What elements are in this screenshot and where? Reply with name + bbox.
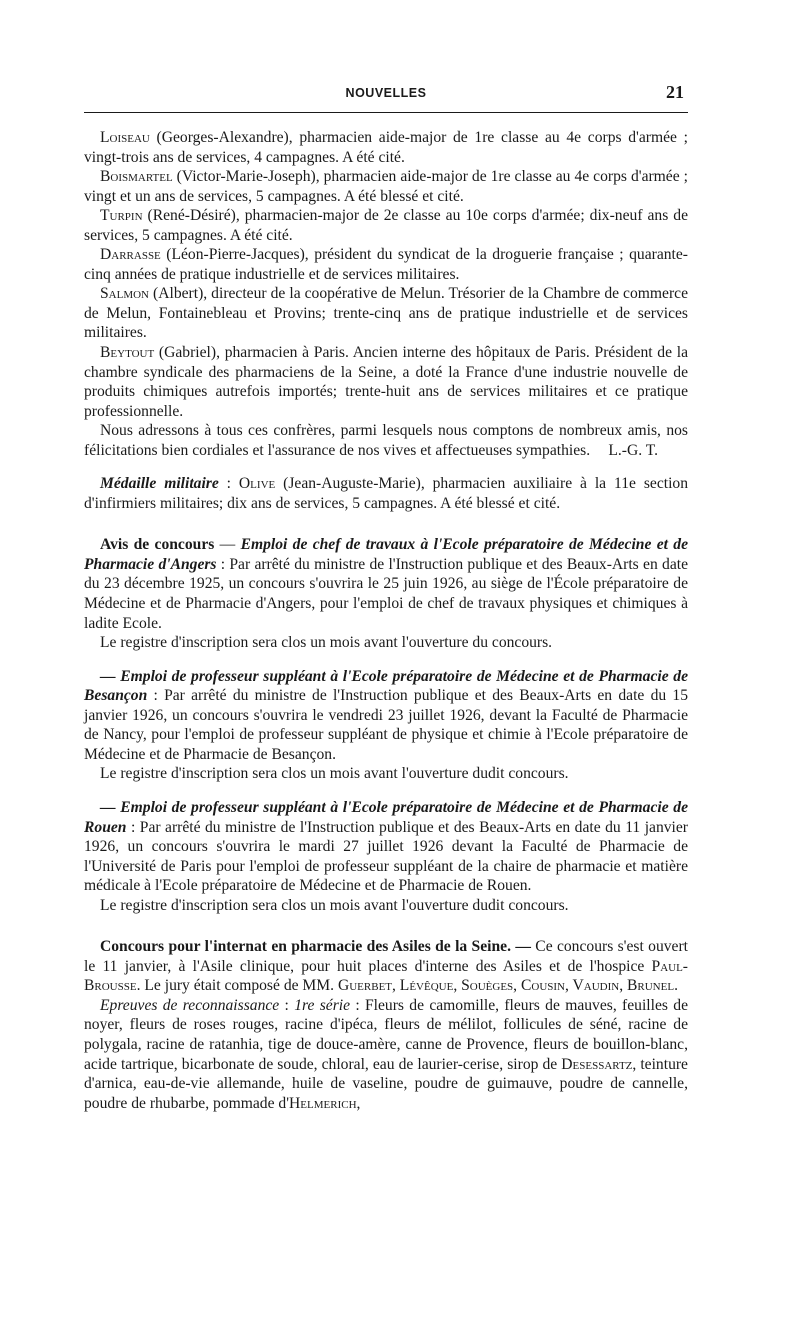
emploi-title: — Emploi de professeur suppléant à l'Ecole préparatoire de Médecine et de Pharmacie de Rouen [84,798,688,836]
entry-salmon [84,284,688,343]
entry-text: (Georges-Alexandre), pharmacien aide-major de 1re classe au 4e corps d'armée ; vingt-trois ans de services, 4 campagnes. A été cité. [84,129,688,166]
person-name: Loiseau [100,129,150,146]
entry-turpin [84,206,688,245]
internat-heading: Concours pour l'internat en pharmacie des Asiles de la Seine. — [100,938,531,956]
hospice-name: Paul-Brousse [84,957,688,995]
emploi-text: : Par arrêté du ministre de l'Instruction publique et des Beaux-Arts en date du 11 janvier 1926, un concours s'ouvrira le mardi 27 juillet 1926 devant la Faculté de Pharmacie de l'Université de Paris pour l'emploi de professeur suppléant de la chaire de pharmacie et matière médicale à l'Ecole préparatoire de Médecine et de Pharmacie de Rouen. [84,818,688,895]
running-title: NOUVELLES [345,86,427,100]
entry-boismartel [84,167,688,206]
person-name: Turpin [100,207,143,225]
entry-text: (Albert), directeur de la coopérative de Melun. Trésorier de la Chambre de commerce de Melun, Fontainebleau et Provins; trente-cinq ans de pratique industrielle et de services militaires. [84,285,688,342]
person-name: Beytout [100,344,155,362]
avis-heading: Avis de concours [100,536,215,554]
emploi-text: : Par arrêté du ministre de l'Instruction publique et des Beaux-Arts en date du 23 décembre 1925, un concours s'ouvrira le 25 juin 1926, au siège de l'École préparatoire de Médecine et de Pharmacie d'Angers, pour l'emploi de chef de travaux physiques et chimiques à ladite Ecole. [84,555,688,632]
entry-medaille: Médaille militaire : Olive (Jean-Auguste-Marie), pharmacien auxiliaire à la 11e section d'infirmiers militaires; dix ans de services, 5 campagnes. A été blessé et cité. [84,475,688,512]
page-number: 21 [666,82,684,102]
entry-darrasse [84,245,688,284]
entry-text: (René-Désiré), pharmacien-major de 2e classe au 10e corps d'armée; dix-neuf ans de services, 5 campagnes. A été cité. [84,207,688,244]
person-name: Desessartz [561,1055,633,1073]
entry-text: (Jean-Auguste-Marie), pharmacien auxiliaire à la 11e section d'infirmiers militaires; dix ans de services, 5 campagnes. A été blessé et cité. [84,475,688,512]
signature: L.-G. T. [608,441,658,459]
avis-emploi-angers: Avis de concours — Emploi de chef de travaux à l'Ecole préparatoire de Médecine et de Pharmacie d'Angers : Par arrêté du ministre de l'Instruction publique et des Beaux-Arts en date du 23 décembre 1925, un concours s'ouvrira le 25 juin 1926, au siège de l'École préparatoire de Médecine et de Pharmacie d'Angers, pour l'emploi de chef de travaux physiques et chimiques à ladite Ecole. [84,536,689,632]
entry-loiseau [84,128,688,167]
header-rule [84,112,688,113]
epreuves-paragraph: Epreuves de reconnaissance : 1re série : Fleurs de camomille, fleurs de mauves, feuilles de noyer, fleurs de roses rouges, racine d'ipéca, fleurs de mélilot, follicules de séné, racine de polygala, racine de ratanhia, tige de douce-amère, canne de Provence, fleurs de bouillon-blanc, acide tartrique, bicarbonate de soude, chloral, eau de laurier-cerise, sirop de Desessartz, teinture d'arnica, eau-de-vie allemande, huile de vaseline, poudre de guimauve, poudre de cannelle, poudre de rhubarbe, pommade d'Helmerich, [84,996,688,1112]
person-name: Olive [238,475,276,493]
entry-beytout [84,343,688,421]
entry-text: (Victor-Marie-Joseph), pharmacien aide-major de 1re classe au 4e corps d'armée ; vingt et un ans de services, 5 campagnes. A été blessé et cité. [84,168,688,205]
person-name: Helmerich [289,1094,357,1112]
closing-text: Nous adressons à tous ces confrères, parmi lesquels nous comptons de nombreux amis, nos félicitations bien cordiales et l'assurance de nos vives et affectueuses sympathies. [84,422,688,459]
registre-note: Le registre d'inscription sera clos un mois avant l'ouverture du concours. [100,634,553,652]
person-name: Boismartel [100,168,173,186]
document-body [84,128,688,1113]
page-header [84,82,688,106]
avis-emploi-besancon [84,667,688,765]
emploi-title: Emploi de chef de travaux à l'Ecole préparatoire de Médecine et de Pharmacie d'Angers [84,536,689,573]
person-name: Darrasse [100,246,161,264]
serie-label: 1re série [294,996,351,1014]
entry-text: (Gabriel), pharmacien à Paris. Ancien interne des hôpitaux de Paris. Président de la chambre syndicale des pharmaciens de la Seine, a doté la France d'une industrie nouvelle de produits chimiques autrefois importés; trente-huit ans de services militaires et ce pratique professionnelle. [84,344,688,420]
entry-text: (Léon-Pierre-Jacques), président du syndicat de la droguerie française ; quarante-cinq années de pratique industrielle et de services militaires. [84,246,688,283]
emploi-title: — Emploi de professeur suppléant à l'Ecole préparatoire de Médecine et de Pharmacie de Besançon [84,667,688,705]
emploi-text: : Par arrêté du ministre de l'Instruction publique et des Beaux-Arts en date du 15 janvier 1926, un concours s'ouvrira le vendredi 23 juillet 1926, devant la Faculté de Pharmacie de Nancy, pour l'emploi de professeur suppléant de physique et chimie à l'Ecole préparatoire de Médecine et de Pharmacie de Besançon. [84,687,688,763]
registre-note: Le registre d'inscription sera clos un mois avant l'ouverture dudit concours. [100,765,569,783]
avis-emploi-rouen [84,798,688,896]
internat-paragraph: Concours pour l'internat en pharmacie des Asiles de la Seine. — Ce concours s'est ouvert le 11 janvier, à l'Asile clinique, pour huit places d'interne des Asiles et de l'hospice Paul-Brousse. Le jury était composé de MM. Guerbet, Lévêque, Souèges, Cousin, Vaudin, Brunel. [84,938,688,995]
jury-names: Guerbet, Lévêque, Souèges, Cousin, Vaudin, Brunel [337,977,675,995]
closing-paragraph [84,421,688,460]
epreuves-lead: Epreuves de reconnaissance [100,996,280,1014]
medaille-lead: Médaille militaire [100,475,219,493]
person-name: Salmon [100,285,150,303]
registre-note: Le registre d'inscription sera clos un mois avant l'ouverture dudit concours. [100,896,569,914]
